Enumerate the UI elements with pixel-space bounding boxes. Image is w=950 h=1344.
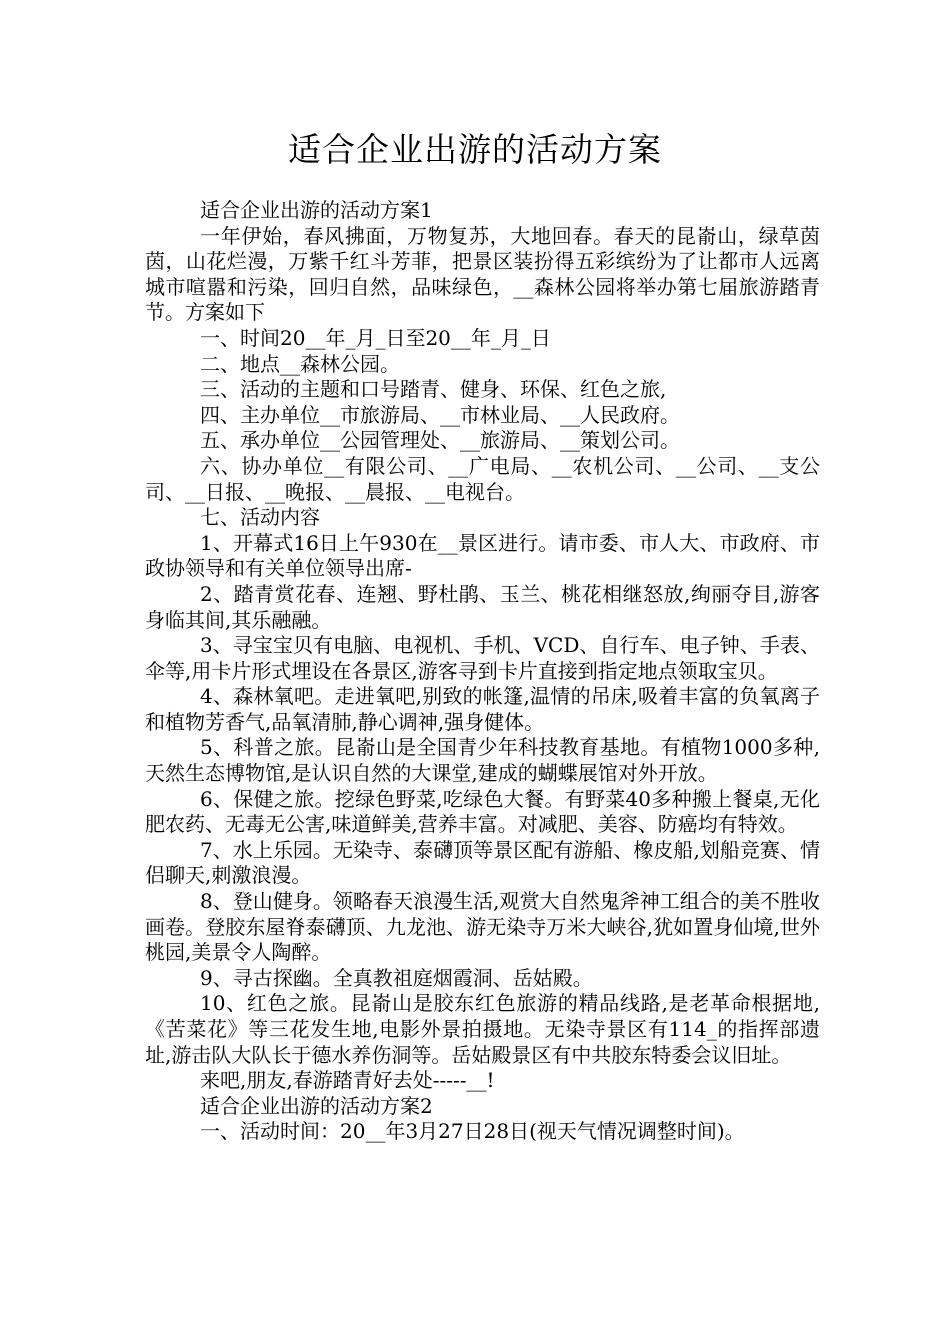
document-body <box>145 198 820 1145</box>
paragraph: 3、寻宝宝贝有电脑、电视机、手机、VCD、自行车、电子钟、手表、伞等,用卡片形式埋设在各景区,游客寻到卡片直接到指定地点领取宝贝。 <box>145 633 820 683</box>
paragraph: 适合企业出游的活动方案2 <box>200 1093 433 1118</box>
paragraph: 适合企业出游的活动方案1 <box>200 198 433 222</box>
paragraph: 7、水上乐园。无染寺、泰礴顶等景区配有游船、橡皮船,划船竞赛、情侣聊天,刺激浪漫。 <box>145 837 820 888</box>
paragraph: 一、活动时间：20__年3月27日28日(视天气情况调整时间)。 <box>200 1119 745 1144</box>
paragraph: 三、活动的主题和口号踏青、健身、环保、红色之旅, <box>200 377 667 402</box>
paragraph: 五、承办单位__公园管理处、__旅游局、__策划公司。 <box>200 428 680 453</box>
paragraph: 10、红色之旅。昆嵛山是胶东红色旅游的精品线路,是老革命根据地,《苦菜花》等三花发生地,电影外景拍摄地。无染寺景区有114_的指挥部遗址,游击队大队长于德水养伤洞等。岳姑殿景区有中共胶东特委会议旧址。 <box>145 991 820 1067</box>
paragraph: 二、地点__森林公园。 <box>200 351 400 376</box>
paragraph: 来吧,朋友,春游踏青好去处-----__! <box>200 1068 495 1093</box>
paragraph: 一、时间20__年_月_日至20__年_月_日 <box>200 325 551 350</box>
paragraph: 4、森林氧吧。走进氧吧,别致的帐篷,温情的吊床,吸着丰富的负氧离子和植物芳香气,品氧清肺,静心调神,强身健体。 <box>145 684 820 734</box>
paragraph: 8、登山健身。领略春天浪漫生活,观赏大自然鬼斧神工组合的美不胜收画卷。登胶东屋脊泰礴顶、九龙池、游无染寺万米大峡谷,犹如置身仙境,世外桃园,美景令人陶醉。 <box>145 889 820 965</box>
paragraph: 6、保健之旅。挖绿色野菜,吃绿色大餐。有野菜40多种搬上餐桌,无化肥农药、无毒无公害,味道鲜美,营养丰富。对减肥、美容、防癌均有特效。 <box>145 786 820 837</box>
document-title: 适合企业出游的活动方案 <box>288 130 662 169</box>
paragraph: 四、主办单位__市旅游局、__市林业局、__人民政府。 <box>200 402 680 427</box>
paragraph: 六、协办单位__有限公司、__广电局、__农机公司、__公司、__支公司、__日报、__晚报、__晨报、__电视台。 <box>145 453 820 504</box>
paragraph: 七、活动内容 <box>200 505 320 530</box>
paragraph: 一年伊始，春风拂面，万物复苏，大地回春。春天的昆嵛山，绿草茵茵，山花烂漫，万紫千红斗芳菲，把景区装扮得五彩缤纷为了让都市人远离城市喧嚣和污染，回归自然，品味绿色，__森林公园将举办第七届旅游踏青节。方案如下 <box>145 223 820 325</box>
paragraph: 9、寻古探幽。全真教祖庭烟霞洞、岳姑殿。 <box>200 965 593 990</box>
paragraph: 2、踏青赏花春、连翘、野杜鹃、玉兰、桃花相继怒放,绚丽夺目,游客身临其间,其乐融融。 <box>145 581 820 632</box>
paragraph: 5、科普之旅。昆嵛山是全国青少年科技教育基地。有植物1000多种,天然生态博物馆,是认识自然的大课堂,建成的蝴蝶展馆对外开放。 <box>145 735 820 786</box>
paragraph: 1、开幕式16日上午930在__景区进行。请市委、市人大、市政府、市政协领导和有关单位领导出席- <box>145 530 820 581</box>
